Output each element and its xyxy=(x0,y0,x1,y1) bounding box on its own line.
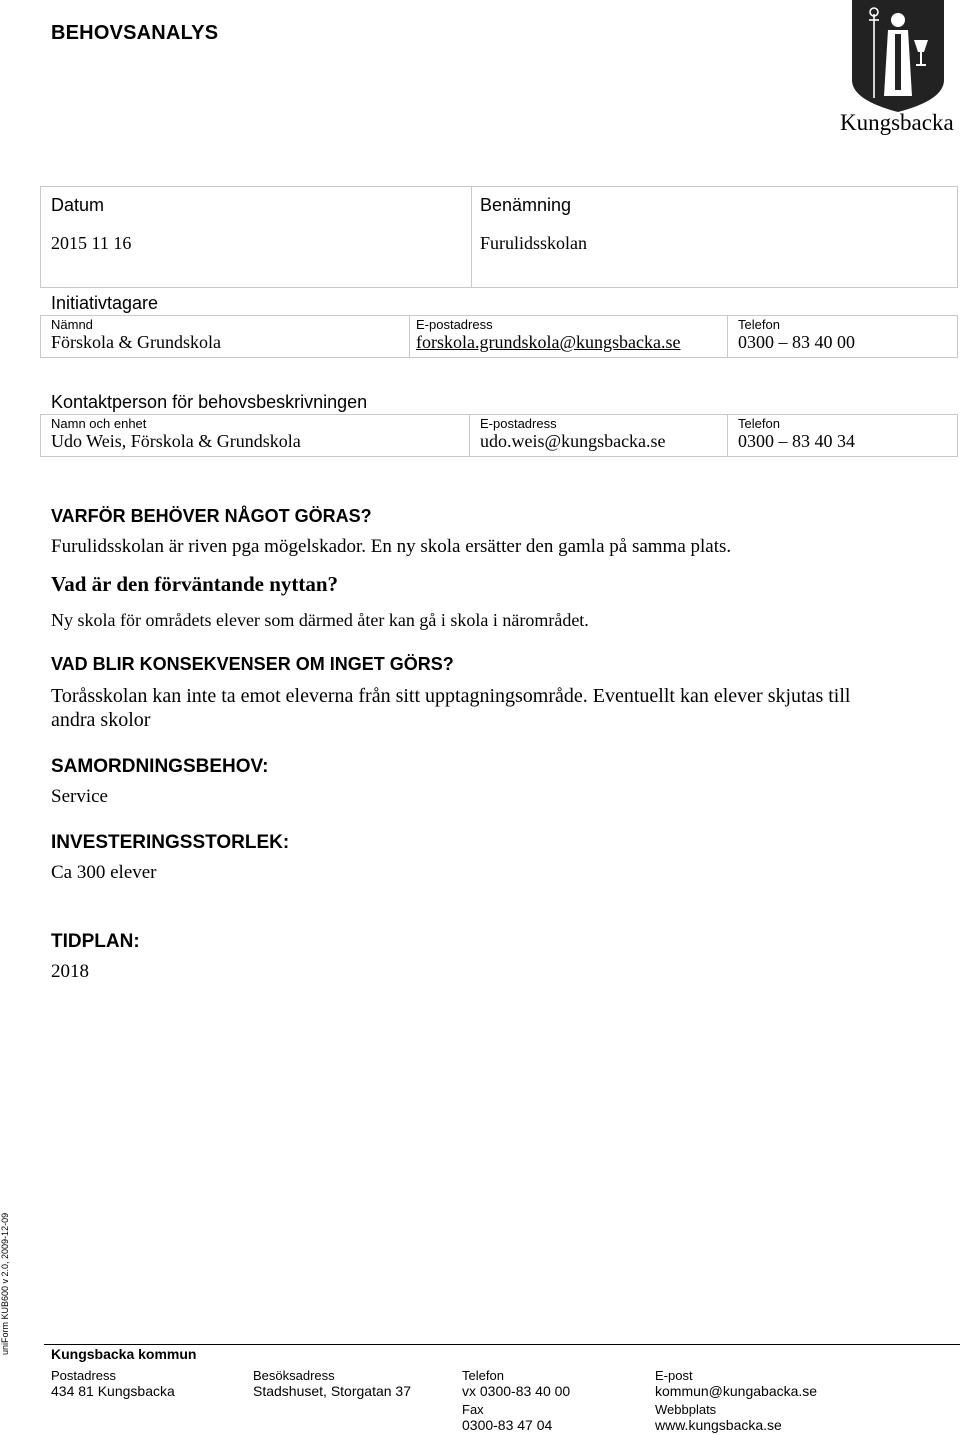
investment-heading: INVESTERINGSSTORLEK: xyxy=(51,832,290,853)
date-label: Datum xyxy=(51,195,105,215)
footer-org: Kungsbacka kommun xyxy=(51,1346,197,1362)
initiator-phone-value: 0300 – 83 40 00 xyxy=(738,332,855,352)
footer-visit-label: Besöksadress xyxy=(253,1368,335,1383)
logo-wordmark: Kungsbacka xyxy=(840,110,954,135)
timeline-text: 2018 xyxy=(51,961,89,982)
contact-phone-value: 0300 – 83 40 34 xyxy=(738,431,855,451)
initiator-heading: Initiativtagare xyxy=(51,293,159,313)
name-value: Furulidsskolan xyxy=(480,233,588,253)
contact-email-label: E-postadress xyxy=(480,416,557,431)
footer-fax-label: Fax xyxy=(462,1402,484,1417)
benefit-text: Ny skola för områdets elever som därmed åter kan gå i skola i närområdet. xyxy=(51,610,589,630)
initiator-unit-label: Nämnd xyxy=(51,317,93,332)
footer-email-label: E-post xyxy=(655,1368,693,1383)
footer-phone-label: Telefon xyxy=(462,1368,504,1383)
initiator-email-value: forskola.grundskola@kungsbacka.se xyxy=(416,332,681,352)
footer-rule xyxy=(44,1344,960,1345)
why-text: Furulidsskolan är riven pga mögelskador. En ny skola ersätter den gamla på samma plats. xyxy=(51,536,732,557)
document-title: BEHOVSANALYS xyxy=(51,22,219,44)
consequence-text-line-1: Toråsskolan kan inte ta emot eleverna från sitt upptagningsområde. Eventuellt kan elever skjutas till xyxy=(51,685,851,707)
footer-web-label: Webbplats xyxy=(655,1402,717,1417)
footer-postal-value: 434 81 Kungsbacka xyxy=(51,1383,175,1399)
footer-fax-value: 0300-83 47 04 xyxy=(462,1417,553,1433)
footer-phone-value: vx 0300-83 40 00 xyxy=(462,1383,571,1399)
why-heading: VARFÖR BEHÖVER NÅGOT GÖRAS? xyxy=(51,506,372,526)
contact-name-value: Udo Weis, Förskola & Grundskola xyxy=(51,431,301,451)
timeline-heading: TIDPLAN: xyxy=(51,931,140,952)
footer-email-value[interactable]: kommun@kungabacka.se xyxy=(655,1383,818,1399)
initiator-email-label: E-postadress xyxy=(416,317,493,332)
initiator-phone-label: Telefon xyxy=(738,317,780,332)
footer-visit-value: Stadshuset, Storgatan 37 xyxy=(253,1383,411,1399)
contact-name-label: Namn och enhet xyxy=(51,416,147,431)
contact-email-value: udo.weis@kungsbacka.se xyxy=(480,431,666,451)
consequence-text-line-2: andra skolor xyxy=(51,709,151,731)
benefit-heading: Vad är den förväntande nyttan? xyxy=(51,572,339,596)
footer-postal-label: Postadress xyxy=(51,1368,117,1383)
name-label: Benämning xyxy=(480,195,572,215)
contact-heading: Kontaktperson för behovsbeskrivningen xyxy=(51,392,368,412)
consequence-heading: VAD BLIR KONSEKVENSER OM INGET GÖRS? xyxy=(51,654,454,674)
investment-text: Ca 300 elever xyxy=(51,862,157,883)
coordination-text: Service xyxy=(51,786,108,807)
initiator-unit-value: Förskola & Grundskola xyxy=(51,332,221,352)
form-id: uniForm KUB600 v 2.0, 2009-12-09 xyxy=(0,1212,10,1355)
contact-phone-label: Telefon xyxy=(738,416,780,431)
date-value: 2015 11 16 xyxy=(51,233,132,253)
coordination-heading: SAMORDNINGSBEHOV: xyxy=(51,756,269,777)
footer-web-value[interactable]: www.kungsbacka.se xyxy=(655,1417,782,1433)
